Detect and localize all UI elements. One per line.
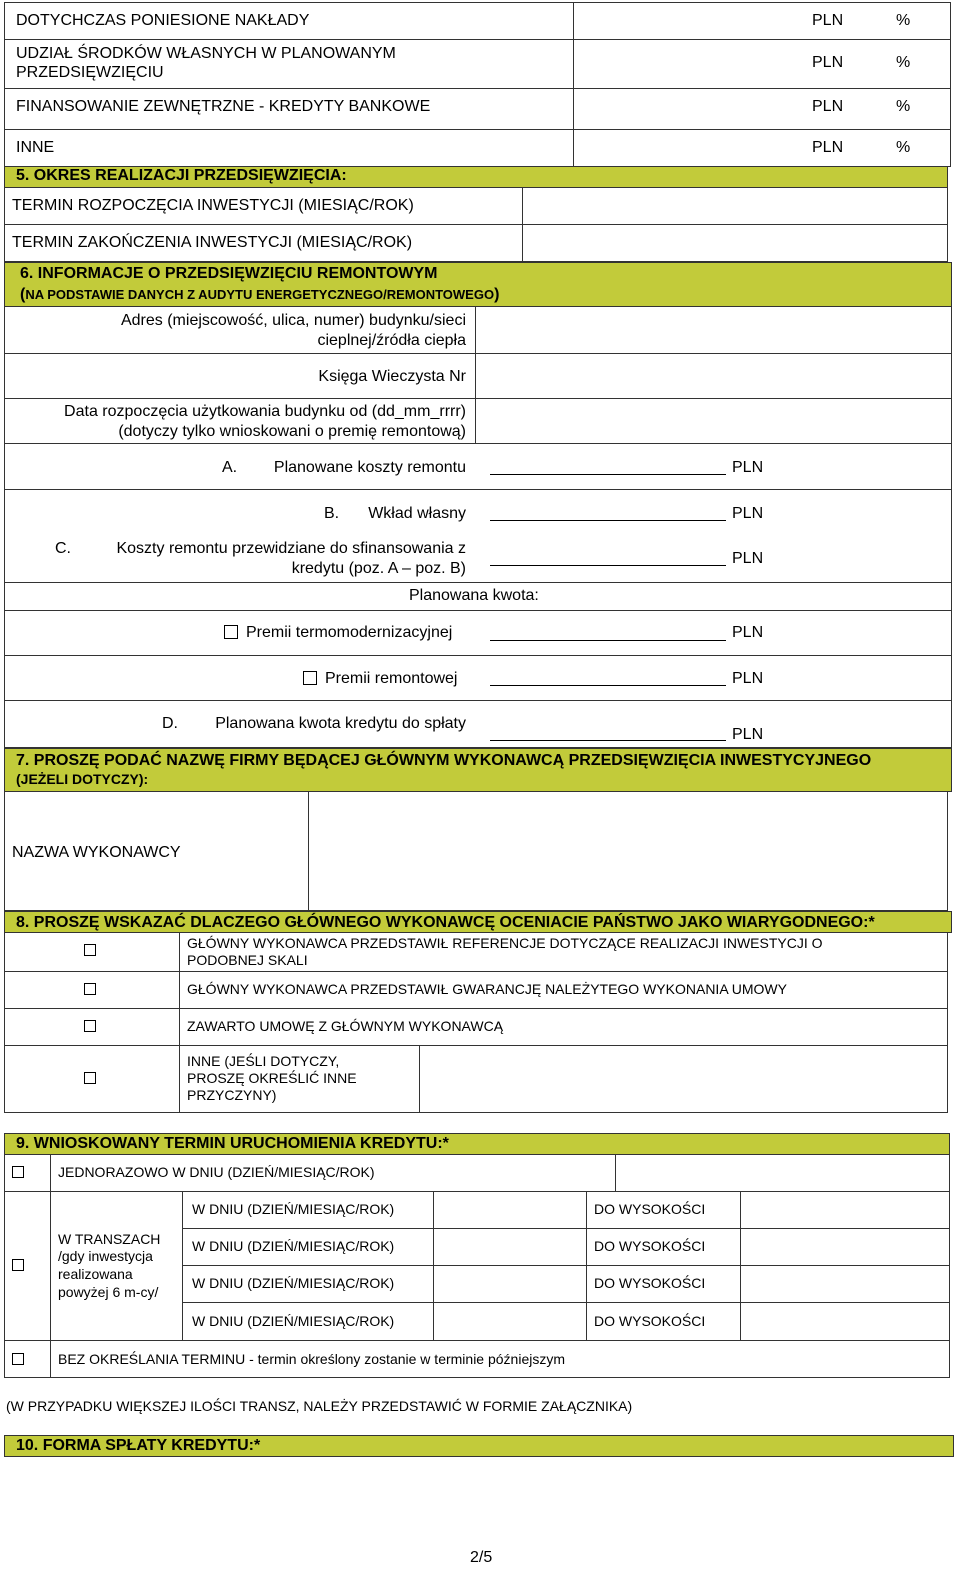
tranche-4-amount-label: DO WYSOKOŚCI	[594, 1313, 706, 1329]
contractor-label: NAZWA WYKONAWCY	[12, 844, 181, 861]
land-registry-label: Księga Wieczysta Nr	[318, 368, 466, 385]
item-b-label: Wkład własny	[368, 505, 466, 522]
funding-row-3-currency: PLN	[812, 98, 844, 115]
premium-2-input-line[interactable]	[490, 685, 726, 686]
item-b-letter: B.	[324, 505, 340, 522]
tranche-1-amount-field[interactable]	[740, 1191, 950, 1229]
contractor-name-field[interactable]	[308, 791, 948, 911]
end-date-field[interactable]	[522, 224, 948, 262]
reason-1-checkbox[interactable]	[84, 944, 96, 956]
premium-1-currency: PLN	[732, 624, 764, 641]
tranche-4-date-field[interactable]	[433, 1302, 587, 1341]
once-label: JEDNORAZOWO W DNIU (DZIEŃ/MIESIĄC/ROK)	[58, 1164, 375, 1180]
tranche-4-date-label: W DNIU (DZIEŃ/MIESIĄC/ROK)	[192, 1313, 395, 1329]
funding-row-2-label-cont: PRZEDSIĘWZIĘCIU	[16, 64, 164, 81]
tranche-4-amount-field[interactable]	[740, 1302, 950, 1341]
funding-row-2-percent: %	[896, 54, 911, 71]
reason-2-checkbox[interactable]	[84, 983, 96, 995]
item-a-currency: PLN	[732, 459, 764, 476]
page-number: 2/5	[470, 1549, 493, 1566]
funding-row-2-value-cell[interactable]	[573, 39, 951, 89]
tranche-label-cont-1: /gdy inwestycja	[58, 1248, 153, 1264]
funding-row-1-value-cell[interactable]	[573, 2, 951, 40]
costs-block	[4, 443, 952, 583]
address-label-cont: cieplnej/źródła ciepła	[317, 332, 466, 349]
funding-row-4-currency: PLN	[812, 139, 844, 156]
item-d-letter: D.	[162, 715, 178, 732]
tranche-1-date-field[interactable]	[433, 1191, 587, 1229]
land-registry-field[interactable]	[475, 353, 952, 399]
item-d-label: Planowana kwota kredytu do spłaty	[215, 715, 466, 732]
funding-row-4-value-cell[interactable]	[573, 129, 951, 167]
section-6-title: 6. INFORMACJE O PRZEDSIĘWZIĘCIU REMONTOWYM	[20, 265, 438, 282]
funding-row-1-label: DOTYCHCZAS PONIESIONE NAKŁADY	[16, 12, 310, 29]
premium-2-row	[4, 655, 952, 701]
item-a-letter: A.	[222, 459, 238, 476]
item-a-label: Planowane koszty remontu	[273, 459, 466, 476]
reason-1-label-cont: PODOBNEJ SKALI	[187, 952, 308, 968]
section-7-subtitle: (JEŻELI DOTYCZY):	[16, 771, 149, 787]
tranche-2-date-field[interactable]	[433, 1228, 587, 1266]
tranche-note: (W PRZYPADKU WIĘKSZEJ ILOŚCI TRANSZ, NALEŻY PRZEDSTAWIĆ W FORMIE ZAŁĄCZNIKA)	[6, 1398, 633, 1414]
section-6-subtitle-open: (	[20, 286, 26, 303]
section-10-title: 10. FORMA SPŁATY KREDYTU:*	[16, 1437, 261, 1454]
premium-1-label: Premii termomodernizacyjnej	[246, 624, 453, 641]
section-8-title: 8. PROSZĘ WSKAZAĆ DLACZEGO GŁÓWNEGO WYKONAWCĘ OCENIACIE PAŃSTWO JAKO WIARYGODNEGO:*	[16, 914, 875, 931]
tranche-3-date-field[interactable]	[433, 1265, 587, 1303]
tranche-3-amount-field[interactable]	[740, 1265, 950, 1303]
reason-3-checkbox[interactable]	[84, 1020, 96, 1032]
item-b-currency: PLN	[732, 505, 764, 522]
premium-1-checkbox[interactable]	[224, 625, 238, 639]
funding-row-4-percent: %	[896, 139, 911, 156]
reason-4-label: INNE (JEŚLI DOTYCZY,	[187, 1053, 340, 1069]
d-row	[4, 700, 952, 748]
funding-row-3-percent: %	[896, 98, 911, 115]
address-field[interactable]	[475, 306, 952, 354]
item-c-letter: C.	[55, 540, 71, 557]
item-b-input-line[interactable]	[490, 520, 726, 521]
tranche-3-amount-label: DO WYSOKOŚCI	[594, 1275, 706, 1291]
item-c-label-cont: kredytu (poz. A – poz. B)	[291, 560, 466, 577]
funding-row-1-percent: %	[896, 12, 911, 29]
section-6-subtitle-text: NA PODSTAWIE DANYCH Z AUDYTU ENERGETYCZNEGO/REMONTOWEGO	[25, 287, 495, 302]
funding-row-3-value-cell[interactable]	[573, 88, 951, 130]
tranche-2-date-label: W DNIU (DZIEŃ/MIESIĄC/ROK)	[192, 1238, 395, 1254]
tranche-3-date-label: W DNIU (DZIEŃ/MIESIĄC/ROK)	[192, 1275, 395, 1291]
section-7-title: 7. PROSZĘ PODAĆ NAZWĘ FIRMY BĘDĄCEJ GŁÓWNYM WYKONAWCĄ PRZEDSIĘWZIĘCIA INWESTYCYJNEGO	[16, 752, 872, 769]
item-c-label: Koszty remontu przewidziane do sfinansowania z	[116, 540, 466, 557]
section-6-subtitle-close: )	[494, 286, 500, 303]
reason-4-label-cont: PROSZĘ OKREŚLIĆ INNE	[187, 1070, 357, 1086]
once-checkbox[interactable]	[12, 1166, 24, 1178]
item-d-input-line[interactable]	[490, 740, 726, 741]
usage-date-field[interactable]	[475, 398, 952, 444]
start-date-field[interactable]	[522, 187, 948, 225]
funding-row-2-label: UDZIAŁ ŚRODKÓW WŁASNYCH W PLANOWANYM	[16, 45, 396, 62]
start-date-label: TERMIN ROZPOCZĘCIA INWESTYCJI (MIESIĄC/ROK)	[12, 197, 414, 214]
premium-1-row	[4, 610, 952, 656]
once-date-field[interactable]	[615, 1154, 950, 1192]
tranche-2-amount-field[interactable]	[740, 1228, 950, 1266]
funding-row-4-label: INNE	[16, 139, 55, 156]
reason-3-label: ZAWARTO UMOWĘ Z GŁÓWNYM WYKONAWCĄ	[187, 1018, 504, 1034]
funding-row-3-label: FINANSOWANIE ZEWNĘTRZNE - KREDYTY BANKOWE	[16, 98, 431, 115]
premium-1-input-line[interactable]	[490, 640, 726, 641]
item-c-input-line[interactable]	[490, 565, 726, 566]
reason-2-label: GŁÓWNY WYKONAWCA PRZEDSTAWIŁ GWARANCJĘ NALEŻYTEGO WYKONANIA UMOWY	[187, 981, 787, 997]
tranche-2-amount-label: DO WYSOKOŚCI	[594, 1238, 706, 1254]
reason-4-other-field[interactable]	[419, 1045, 948, 1113]
end-date-label: TERMIN ZAKOŃCZENIA INWESTYCJI (MIESIĄC/ROK)	[12, 234, 413, 251]
tranche-1-amount-label: DO WYSOKOŚCI	[594, 1201, 706, 1217]
usage-date-note: (dotyczy tylko wnioskowani o premię remontową)	[118, 423, 466, 440]
no-term-label: BEZ OKREŚLANIA TERMINU - termin określony zostanie w terminie późniejszym	[58, 1351, 566, 1367]
reason-1-label: GŁÓWNY WYKONAWCA PRZEDSTAWIŁ REFERENCJE DOTYCZĄCE REALIZACJI INWESTYCJI O	[187, 935, 823, 951]
tranche-label-cont-2: realizowana	[58, 1266, 133, 1282]
tranche-1-date-label: W DNIU (DZIEŃ/MIESIĄC/ROK)	[192, 1201, 395, 1217]
premium-2-checkbox[interactable]	[303, 671, 317, 685]
planned-amount-label: Planowana kwota:	[409, 587, 539, 604]
funding-row-1-currency: PLN	[812, 12, 844, 29]
funding-row-4-label-cell	[4, 129, 574, 167]
section-5-title: 5. OKRES REALIZACJI PRZEDSIĘWZIĘCIA:	[16, 167, 347, 184]
section-6-subtitle	[20, 285, 499, 304]
funding-row-2-currency: PLN	[812, 54, 844, 71]
reason-4-checkbox[interactable]	[84, 1072, 96, 1084]
usage-date-label: Data rozpoczęcia użytkowania budynku od (dd_mm_rrrr)	[64, 403, 466, 420]
costs-block-divider	[4, 489, 952, 490]
no-term-checkbox[interactable]	[12, 1353, 24, 1365]
section-9-title: 9. WNIOSKOWANY TERMIN URUCHOMIENIA KREDYTU:*	[16, 1135, 449, 1152]
premium-2-currency: PLN	[732, 670, 764, 687]
premium-2-label: Premii remontowej	[325, 670, 458, 687]
item-c-currency: PLN	[732, 550, 764, 567]
item-d-currency: PLN	[732, 726, 764, 743]
tranche-label: W TRANSZACH	[58, 1231, 161, 1247]
tranche-checkbox[interactable]	[12, 1259, 24, 1271]
address-label: Adres (miejscowość, ulica, numer) budynku/sieci	[120, 312, 466, 329]
reason-4-label-cont-2: PRZYCZYNY)	[187, 1087, 277, 1103]
tranche-label-cont-3: powyżej 6 m-cy/	[58, 1284, 159, 1300]
item-a-input-line[interactable]	[490, 474, 726, 475]
